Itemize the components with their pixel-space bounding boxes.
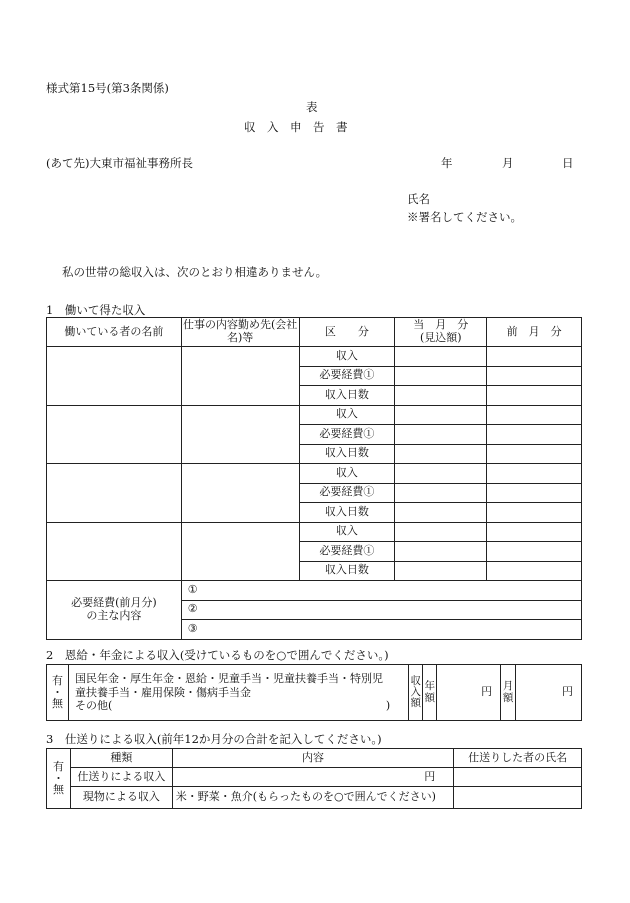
monthly-amount-cell[interactable]: 円 [516, 665, 582, 721]
yes-label: 有 [51, 674, 63, 688]
remittance-type-label: 仕送りによる収入 [70, 768, 172, 787]
expense-detail-1[interactable]: ① [181, 581, 581, 601]
declaration-text: 私の世帯の総収入は、次のとおり相違ありません。 [62, 265, 328, 279]
date-year-label: 年 [441, 156, 453, 170]
col-header-previous: 前 月 分 [487, 318, 582, 347]
yes-label: 有 [52, 760, 64, 774]
row-expense-label: 必要経費① [299, 483, 395, 503]
col-header-type: 種類 [70, 749, 172, 768]
current-income-cell[interactable] [395, 347, 487, 367]
pension-types-line2: 童扶養手当・雇用保険・傷病手当金 [74, 685, 251, 699]
expense-detail-3[interactable]: ③ [181, 620, 581, 640]
col-header-sender: 仕送りした者の氏名 [454, 749, 582, 768]
col-header-current [395, 318, 487, 347]
worker-name-cell[interactable] [47, 405, 182, 464]
work-content-cell[interactable] [181, 405, 299, 464]
name-label: 氏名 [407, 192, 430, 206]
work-content-cell[interactable] [181, 464, 299, 523]
monthly-label: 月額 [501, 665, 516, 721]
col-header-current-label: 当 月 分 [413, 318, 469, 332]
previous-income-cell[interactable] [487, 522, 582, 542]
remittance-income-table [46, 748, 582, 809]
current-expense-cell[interactable] [395, 542, 487, 562]
current-days-cell[interactable] [395, 561, 487, 581]
previous-days-cell[interactable] [487, 503, 582, 523]
date-day-label: 日 [562, 156, 574, 170]
current-days-cell[interactable] [395, 503, 487, 523]
current-expense-cell[interactable] [395, 366, 487, 386]
worker-name-cell[interactable] [47, 464, 182, 523]
current-income-cell[interactable] [395, 405, 487, 425]
addressee: (あて先)大東市福祉事務所長 [46, 156, 193, 170]
row-days-label: 収入日数 [299, 503, 395, 523]
current-income-cell[interactable] [395, 464, 487, 484]
col-header-content: 内容 [172, 749, 453, 768]
form-number: 様式第15号(第3条関係) [46, 81, 169, 95]
col-header-current-sub: (見込額) [419, 331, 462, 344]
row-days-label: 収入日数 [299, 444, 395, 464]
expense-details-label: 必要経費(前月分)の主な内容 [47, 581, 182, 640]
section1-title: 1 働いて得た収入 [46, 303, 146, 317]
income-amount-label: 収入額 [409, 665, 423, 721]
remittance-amount-cell[interactable]: 円 [172, 768, 453, 787]
current-days-cell[interactable] [395, 444, 487, 464]
col-header-work: 仕事の内容勤め先(会社名)等 [181, 318, 299, 347]
current-expense-cell[interactable] [395, 425, 487, 445]
section3-title: 3 仕送りによる収入(前年12か月分の合計を記入してください。) [46, 732, 382, 746]
document-title: 収 入 申 告 書 [244, 120, 348, 134]
previous-expense-cell[interactable] [487, 542, 582, 562]
date-month-label: 月 [502, 156, 514, 170]
front-label: 表 [306, 100, 318, 114]
col-header-category: 区 分 [299, 318, 395, 347]
previous-income-cell[interactable] [487, 347, 582, 367]
yes-no-separator: ・ [51, 685, 63, 699]
worker-name-cell[interactable] [47, 522, 182, 581]
current-expense-cell[interactable] [395, 483, 487, 503]
previous-days-cell[interactable] [487, 561, 582, 581]
pension-other-line [75, 699, 408, 713]
pension-other-close: ) [385, 699, 391, 713]
section2-title: 2 恩給・年金による収入(受けているものを○で囲んでください。) [46, 648, 389, 662]
previous-expense-cell[interactable] [487, 425, 582, 445]
pension-types[interactable] [68, 665, 408, 721]
row-income-label: 収入 [299, 522, 395, 542]
worker-name-cell[interactable] [47, 347, 182, 406]
pension-other-label: その他( [74, 699, 113, 713]
current-income-cell[interactable] [395, 522, 487, 542]
remittance-sender-cell[interactable] [454, 768, 582, 787]
previous-income-cell[interactable] [487, 405, 582, 425]
pension-income-table [46, 664, 582, 721]
row-income-label: 収入 [299, 347, 395, 367]
pension-types-line1: 国民年金・厚生年金・恩給・児童手当・児童扶養手当・特別児 [74, 671, 383, 685]
row-days-label: 収入日数 [299, 386, 395, 406]
signature-note: ※署名してください。 [407, 210, 522, 224]
previous-days-cell[interactable] [487, 444, 582, 464]
in-kind-type-label: 現物による収入 [70, 787, 172, 809]
expense-detail-2[interactable]: ② [181, 600, 581, 620]
in-kind-sender-cell[interactable] [454, 787, 582, 809]
pension-yes-no[interactable] [47, 665, 69, 721]
previous-income-cell[interactable] [487, 464, 582, 484]
no-label: 無 [52, 783, 64, 797]
previous-expense-cell[interactable] [487, 483, 582, 503]
remittance-yes-no[interactable] [47, 749, 71, 809]
row-expense-label: 必要経費① [299, 366, 395, 386]
annual-amount-cell[interactable]: 円 [437, 665, 501, 721]
in-kind-content-cell[interactable]: 米・野菜・魚介(もらったものを○で囲んでください) [172, 787, 453, 809]
yes-no-separator: ・ [52, 771, 64, 785]
col-header-name: 働いている者の名前 [47, 318, 182, 347]
work-content-cell[interactable] [181, 347, 299, 406]
previous-expense-cell[interactable] [487, 366, 582, 386]
row-expense-label: 必要経費① [299, 425, 395, 445]
row-income-label: 収入 [299, 405, 395, 425]
annual-label: 年額 [423, 665, 437, 721]
work-income-table [46, 317, 582, 640]
row-income-label: 収入 [299, 464, 395, 484]
current-days-cell[interactable] [395, 386, 487, 406]
work-content-cell[interactable] [181, 522, 299, 581]
no-label: 無 [51, 697, 63, 711]
row-expense-label: 必要経費① [299, 542, 395, 562]
previous-days-cell[interactable] [487, 386, 582, 406]
row-days-label: 収入日数 [299, 561, 395, 581]
